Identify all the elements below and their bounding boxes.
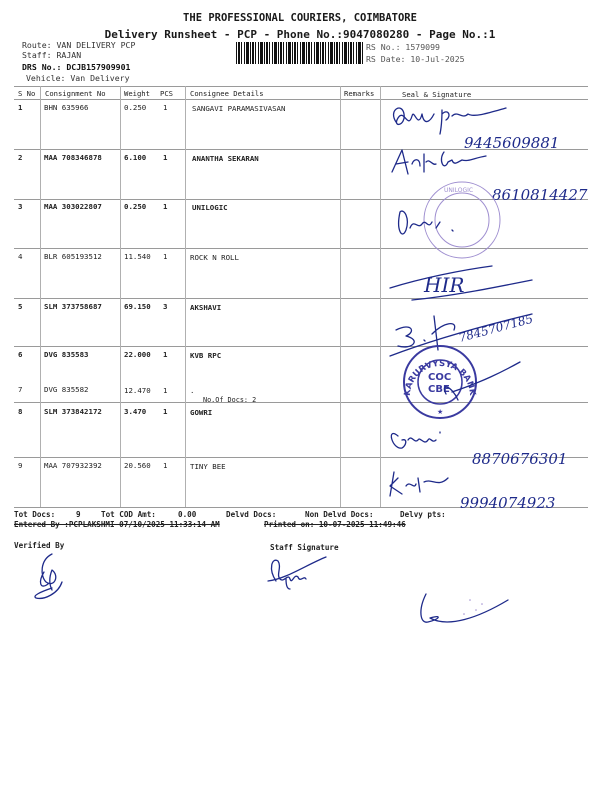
- row-sno: 9: [18, 461, 23, 470]
- row-consignee: ANANTHA SEKARAN: [192, 154, 259, 163]
- total-docs-value: 9: [76, 510, 81, 519]
- rs-number: RS No.: 1579099: [366, 42, 440, 52]
- rs-date: RS Date: 10-Jul-2025: [366, 54, 465, 64]
- column-divider: [380, 86, 381, 507]
- row-weight: 6.100: [124, 153, 147, 162]
- row-pcs: 1: [163, 202, 168, 211]
- kvb-stamp-ring-text: KARURVYSYA BANK: [402, 358, 478, 397]
- row-pcs: 1: [163, 461, 168, 470]
- drs-number: DRS No.: DCJB157909901: [22, 62, 131, 72]
- route-label: Route: VAN DELIVERY PCP: [22, 40, 136, 50]
- row-sno: 1: [18, 103, 23, 112]
- row-consignment: MAA 707932392: [44, 461, 102, 470]
- signature-row-9: [390, 472, 448, 496]
- row-consignment: SLM 373842172: [44, 407, 102, 416]
- row-weight: 20.560: [124, 461, 151, 470]
- column-header-consignee: Consignee Details: [190, 89, 264, 98]
- handwritten-phone-row-1: 9445609881: [464, 134, 560, 152]
- printed-on: Printed on: 10-07-2025 11:49:46: [264, 520, 406, 529]
- row-consignee: KVB RPC: [190, 351, 222, 360]
- vehicle-label: Vehicle: Van Delivery: [26, 73, 130, 83]
- row-sno: 2: [18, 153, 23, 162]
- row-consignment: DVG 835582: [44, 385, 89, 394]
- row-consignment: MAA 708346878: [44, 153, 102, 162]
- receiver-signature: [418, 590, 518, 640]
- handwritten-text-row-4: HIR: [424, 273, 465, 297]
- row-consignment: SLM 373758687: [44, 302, 102, 311]
- signatures-overlay: [382, 100, 600, 512]
- runsheet-subtitle: Delivery Runsheet - PCP - Phone No.:9047080280 - Page No.:1: [104, 28, 496, 41]
- row-consignee: AKSHAVI: [190, 303, 222, 312]
- staff-label: Staff: RAJAN: [22, 50, 82, 60]
- row-sno: 6: [18, 350, 23, 359]
- row-consignment: MAA 303022807: [44, 202, 102, 211]
- staff-signature-stroke: [268, 557, 326, 589]
- delivery-points-label: Delvy pts:: [400, 510, 446, 519]
- column-divider: [340, 86, 341, 507]
- column-header-remarks: Remarks: [344, 89, 375, 98]
- kvb-bank-stamp: [403, 346, 477, 418]
- handwritten-phone-row-2: 8610814427: [492, 186, 588, 204]
- handwritten-phone-row-9: 9994074923: [460, 494, 556, 512]
- row-weight: 22.000: [124, 350, 151, 359]
- staff-signature: [266, 553, 326, 593]
- row-pcs: 1: [163, 350, 168, 359]
- column-header-seal-signature: Seal & Signature: [402, 90, 472, 99]
- row-pcs: 1: [163, 407, 168, 416]
- kvb-stamp-center-1: COC: [428, 372, 452, 383]
- verified-by-label: Verified By: [14, 541, 65, 550]
- row-pcs: 1: [163, 153, 168, 162]
- row-consignee: UNILOGIC: [192, 203, 228, 212]
- row-consignee: .: [190, 386, 195, 395]
- row-weight: 0.250: [124, 202, 147, 211]
- row-pcs: 3: [163, 302, 168, 311]
- total-cod-label: Tot COD Amt:: [101, 510, 156, 519]
- row-pcs: 1: [163, 103, 168, 112]
- handwritten-phone-row-8: 8870676301: [472, 450, 568, 468]
- signature-row-1: [394, 108, 506, 134]
- svg-text:★: ★: [437, 408, 444, 416]
- signature-row-8: [391, 432, 440, 448]
- row-consignee: GOWRI: [190, 408, 213, 417]
- row-weight: 3.470: [124, 407, 147, 416]
- row-consignee: ROCK N ROLL: [190, 253, 239, 262]
- total-cod-value: 0.00: [178, 510, 197, 519]
- row-sno: 8: [18, 407, 23, 416]
- non-delivered-docs-label: Non Delvd Docs:: [305, 510, 374, 519]
- row-sno: 5: [18, 302, 23, 311]
- row-consignee: SANGAVI PARAMASIVASAN: [192, 104, 286, 113]
- column-header-consignment: Consignment No: [45, 89, 106, 98]
- column-header-sno: S No: [18, 89, 36, 98]
- row-sno: 3: [18, 202, 23, 211]
- barcode-icon: [236, 42, 363, 64]
- handwritten-phone-row-5: 7845707185: [457, 311, 535, 345]
- staff-signature-label: Staff Signature: [270, 543, 339, 552]
- row-consignee: TINY BEE: [190, 462, 226, 471]
- total-docs-label: Tot Docs:: [14, 510, 56, 519]
- row-weight: 12.470: [124, 386, 151, 395]
- docs-count-note: No.Of Docs: 2: [203, 396, 257, 404]
- entered-by: Entered By :PCPLAKSHMI 07/10/2025 11:33:14 AM: [14, 520, 220, 529]
- row-weight: 0.250: [124, 103, 147, 112]
- column-divider: [40, 86, 41, 507]
- row-sno: 4: [18, 252, 23, 261]
- column-divider: [185, 86, 186, 507]
- row-pcs: 1: [163, 252, 168, 261]
- delivered-docs-label: Delvd Docs:: [226, 510, 277, 519]
- table-top-border: [14, 86, 588, 87]
- column-header-weight: Weight: [124, 89, 150, 98]
- unilogic-stamp-text: UNILOGIC: [444, 187, 474, 194]
- receiver-signature-stroke: [421, 594, 508, 622]
- signature-row-2: [392, 150, 486, 174]
- row-pcs: 1: [163, 386, 168, 395]
- row-sno: 7: [18, 385, 23, 394]
- verifier-signature-stroke: [35, 554, 62, 598]
- row-consignment: DVG 835583: [44, 350, 89, 359]
- row-weight: 11.540: [124, 252, 151, 261]
- kvb-stamp-center-2: CBE: [428, 384, 450, 395]
- row-weight: 69.150: [124, 302, 151, 311]
- company-title: THE PROFESSIONAL COURIERS, COIMBATORE: [183, 12, 417, 24]
- column-header-pcs: PCS: [160, 89, 173, 98]
- row-consignment: BHN 635966: [44, 103, 89, 112]
- unilogic-stamp: [424, 182, 500, 258]
- row-consignment: BLR 605193512: [44, 252, 102, 261]
- column-divider: [120, 86, 121, 507]
- verifier-signature: [30, 552, 70, 602]
